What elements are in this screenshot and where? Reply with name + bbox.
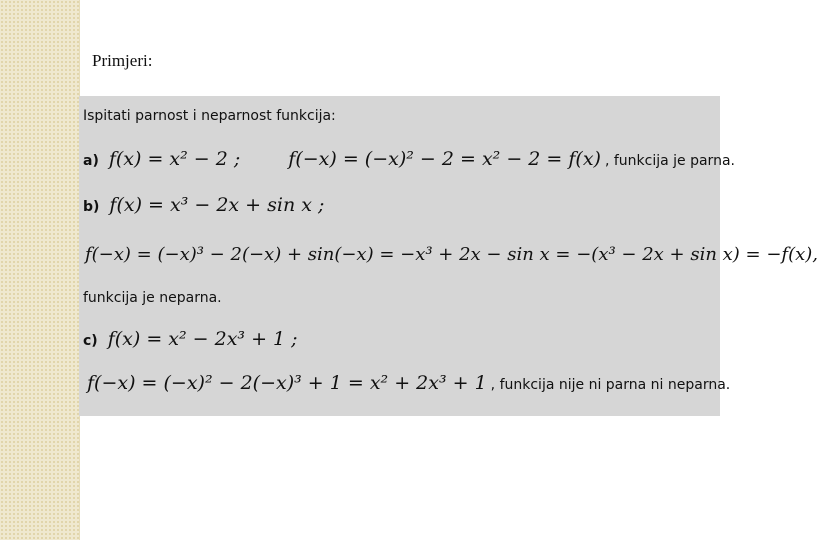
example-c-conclusion: , funkcija nije ni parna ni neparna. xyxy=(490,377,731,393)
example-b-line xyxy=(83,194,324,216)
example-c-label: c) xyxy=(83,333,98,349)
decorative-side-strip xyxy=(0,0,80,540)
example-b-derivation-line xyxy=(85,244,818,265)
example-a-conclusion: , funkcija je parna. xyxy=(604,153,735,169)
example-c-line xyxy=(83,328,298,350)
example-a-definition: f(x) = x² − 2 ; xyxy=(108,148,241,170)
example-b-definition: f(x) = x³ − 2x + sin x ; xyxy=(109,194,325,216)
example-b-label: b) xyxy=(83,199,100,215)
example-a-derivation: f(−x) = (−x)² − 2 = x² − 2 = f(x) xyxy=(288,148,601,170)
examples-image-box xyxy=(79,96,818,416)
example-c-derivation-line xyxy=(87,372,730,394)
example-c-derivation: f(−x) = (−x)² − 2(−x)³ + 1 = x² + 2x³ + 1 xyxy=(87,372,487,394)
example-a-label: a) xyxy=(83,153,99,169)
example-b-conclusion: funkcija je neparna. xyxy=(83,290,222,306)
example-b-derivation: f(−x) = (−x)³ − 2(−x) + sin(−x) = −x³ + 2x − sin x = −(x³ − 2x + sin x) = −f(x), xyxy=(85,244,818,265)
slide-title: Primjeri: xyxy=(92,51,153,70)
examples-heading: Ispitati parnost i neparnost funkcija: xyxy=(83,108,336,124)
example-c-definition: f(x) = x² − 2x³ + 1 ; xyxy=(107,328,298,350)
example-a-line xyxy=(83,148,735,170)
